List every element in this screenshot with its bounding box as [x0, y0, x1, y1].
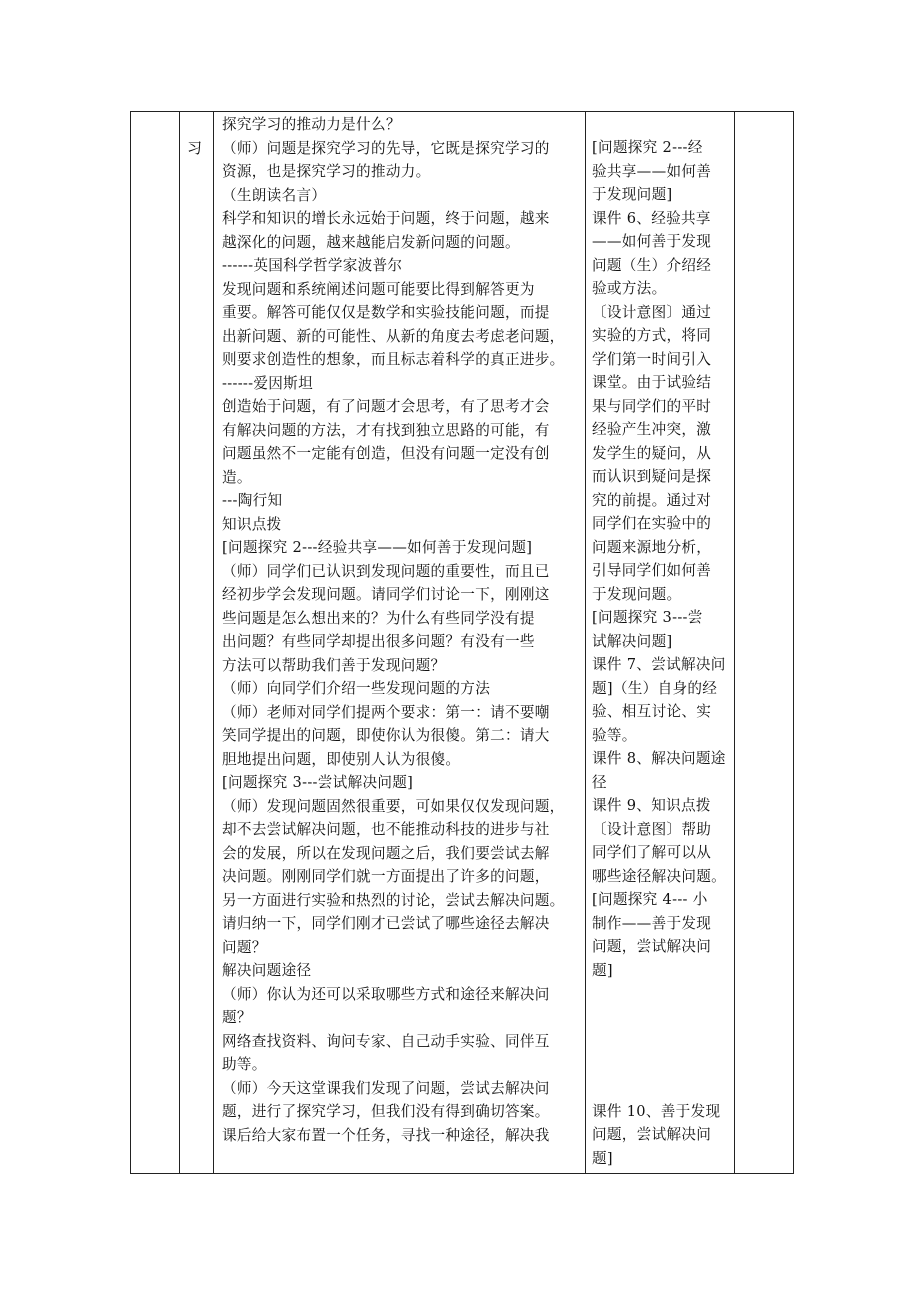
side-note-line: 题]: [592, 961, 613, 979]
table-col-line-3: [213, 111, 214, 1174]
main-text-line: ------爱因斯坦: [222, 374, 313, 392]
main-text-line: （师）老师对同学们提两个要求：第一：请不要嘲: [222, 703, 550, 721]
side-note-line: 〔设计意图〕通过: [592, 303, 712, 321]
table-top-border: [130, 111, 794, 112]
side-note-line: 问题，尝试解决问: [592, 938, 712, 955]
row-label: 习: [187, 139, 203, 157]
main-text-line: （师）今天这堂课我们发现了问题，尝试去解决问: [222, 1079, 550, 1097]
side-note-line: 实验的方式，将同: [592, 327, 712, 344]
main-text-line: 却不去尝试解决问题，也不能推动科技的进步与社: [222, 821, 550, 838]
main-text-line: 有解决问题的方法，才有找到独立思路的可能，有: [222, 421, 550, 439]
main-text-line: 越深化的问题，越来越能启发新问题的问题。: [222, 233, 520, 251]
side-note-line: ——如何善于发现: [592, 233, 712, 250]
main-text-line: 笑同学提出的问题，即使你认为很傻。第二：请大: [222, 727, 550, 744]
side-note-line: [592, 1053, 732, 1077]
main-text-line: 发现问题和系统阐述问题可能要比得到解答更为: [222, 280, 535, 298]
side-note-line: 问题，尝试解决问: [592, 1126, 712, 1143]
side-note-line: [问题探究 3---尝: [592, 609, 703, 626]
side-note-line: 课件 9、知识点拨: [592, 797, 711, 814]
main-text-line: （师）你认为还可以采取哪些方式和途径来解决问: [222, 985, 550, 1003]
main-text-line: 题？: [222, 1009, 252, 1026]
side-note-line: [592, 1076, 732, 1100]
side-note-line: 〔设计意图〕帮助: [592, 820, 712, 838]
side-note-line: 哪些途径解决问题。: [592, 867, 727, 885]
side-note-line: 同学们了解可以从: [592, 844, 712, 861]
table-col-line-2: [179, 111, 180, 1174]
side-note-line: 引导同学们如何善: [592, 562, 712, 579]
main-text-line: 方法可以帮助我们善于发现问题？: [222, 656, 446, 674]
main-text-line: 则要求创造性的想象，而且标志着科学的真正进步。: [222, 351, 565, 368]
main-text-line: 创造始于问题，有了问题才会思考，有了思考才会: [222, 398, 550, 415]
table-col-line-5: [734, 111, 735, 1174]
side-note-line: 于发现问题。: [592, 585, 682, 603]
side-note-line: 问题（生）介绍经: [592, 256, 712, 274]
main-text-line: 问题虽然不一定能有创造，但没有问题一定没有创: [222, 445, 550, 462]
main-text-line: （师）同学们已认识到发现问题的重要性，而且已: [222, 562, 550, 580]
table-bottom-border: [130, 1173, 794, 1174]
side-note-line: 学们第一时间引入: [592, 350, 712, 368]
main-text-line: 决问题。刚刚同学们就一方面提出了许多的问题，: [222, 868, 550, 885]
main-text-line: [问题探究 3---尝试解决问题]: [222, 774, 414, 791]
main-text-line: [问题探究 2---经验共享——如何善于发现问题]: [222, 539, 533, 556]
main-text-line: 出新问题、新的可能性、从新的角度去考虑老问题，: [222, 327, 565, 345]
main-text-line: 题，进行了探究学习，但我们没有得到确切答案。: [222, 1103, 550, 1120]
side-note-line: 问题来源地分析，: [592, 538, 712, 556]
main-text-line: （师）问题是探究学习的先导，它既是探究学习的: [222, 139, 550, 157]
main-text-line: 探究学习的推动力是什么？: [222, 116, 401, 133]
side-note-line: [592, 1006, 732, 1030]
side-note-line: 究的前提。通过对: [592, 491, 712, 509]
side-notes-column: [592, 136, 732, 1170]
side-note-line: 验或方法。: [592, 280, 667, 297]
side-note-line: 发学生的疑问，从: [592, 444, 712, 462]
main-text-line: 造。: [222, 468, 252, 486]
side-note-line: [592, 982, 732, 1006]
main-text-line: 些问题是怎么想出来的？为什么有些同学没有提: [222, 609, 535, 627]
side-note-line: 而认识到疑问是探: [592, 468, 712, 485]
side-note-line: 课件 8、解决问题途: [592, 750, 726, 767]
side-note-line: [问题探究 2---经: [592, 139, 703, 156]
side-note-line: 课件 7、尝试解决问: [592, 656, 726, 673]
main-text-line: 问题？: [222, 938, 267, 956]
table-col-line-4: [585, 111, 586, 1174]
main-text-column: [222, 113, 582, 1147]
main-text-line: 网络查找资料、询问专家、自己动手实验、同伴互: [222, 1032, 550, 1050]
side-note-line: 课堂。由于试验结: [592, 374, 712, 391]
main-text-line: （生朗读名言）: [222, 186, 327, 204]
side-note-line: 径: [592, 773, 607, 791]
main-text-line: 助等。: [222, 1056, 267, 1073]
table-col-line-6: [793, 111, 794, 1174]
side-note-line: 同学们在实验中的: [592, 515, 712, 532]
side-note-line: 果与同学们的平时: [592, 397, 712, 415]
main-text-line: 知识点拨: [222, 515, 282, 533]
main-text-line: 解决问题途径: [222, 962, 312, 979]
table-col-line-1: [130, 111, 131, 1174]
side-note-line: 经验产生冲突，激: [592, 421, 712, 438]
side-note-line: 验等。: [592, 726, 637, 744]
main-text-line: 胆地提出问题，即使别人认为很傻。: [222, 750, 461, 768]
main-text-line: （师）向同学们介绍一些发现问题的方法: [222, 680, 491, 697]
main-text-line: 经初步学会发现问题。请同学们讨论一下，刚刚这: [222, 586, 550, 603]
main-text-line: ---陶行知: [222, 492, 283, 509]
side-note-line: 验共享——如何善: [592, 162, 712, 180]
side-note-line: 于发现问题]: [592, 186, 673, 203]
side-note-line: 课件 6、经验共享: [592, 209, 711, 227]
side-note-line: 试解决问题]: [592, 632, 673, 650]
side-note-line: [592, 1029, 732, 1053]
side-note-line: 制作——善于发现: [592, 914, 712, 932]
side-note-line: 题]（生）自身的经: [592, 679, 718, 697]
side-note-line: 验、相互讨论、实: [592, 703, 712, 720]
side-note-line: [问题探究 4--- 小: [592, 891, 708, 908]
main-text-line: 资源，也是探究学习的推动力。: [222, 163, 431, 180]
main-text-line: 科学和知识的增长永远始于问题，终于问题，越来: [222, 210, 550, 227]
side-note-line: 课件 10、善于发现: [592, 1102, 721, 1120]
main-text-line: 课后给大家布置一个任务，寻找一种途径，解决我: [222, 1126, 550, 1144]
main-text-line: 重要。解答可能仅仅是数学和实验技能问题，而提: [222, 304, 550, 321]
main-text-line: （师）发现问题固然很重要，可如果仅仅发现问题，: [222, 797, 565, 815]
main-text-line: 请归纳一下，同学们刚才已尝试了哪些途径去解决: [222, 915, 550, 932]
main-text-line: ------英国科学哲学家波普尔: [222, 257, 403, 274]
main-text-line: 出问题？有些同学却提出很多问题？有没有一些: [222, 633, 535, 650]
main-text-line: 另一方面进行实验和热烈的讨论，尝试去解决问题。: [222, 891, 565, 909]
side-note-line: 题]: [592, 1149, 613, 1167]
main-text-line: 会的发展，所以在发现问题之后，我们要尝试去解: [222, 844, 550, 862]
